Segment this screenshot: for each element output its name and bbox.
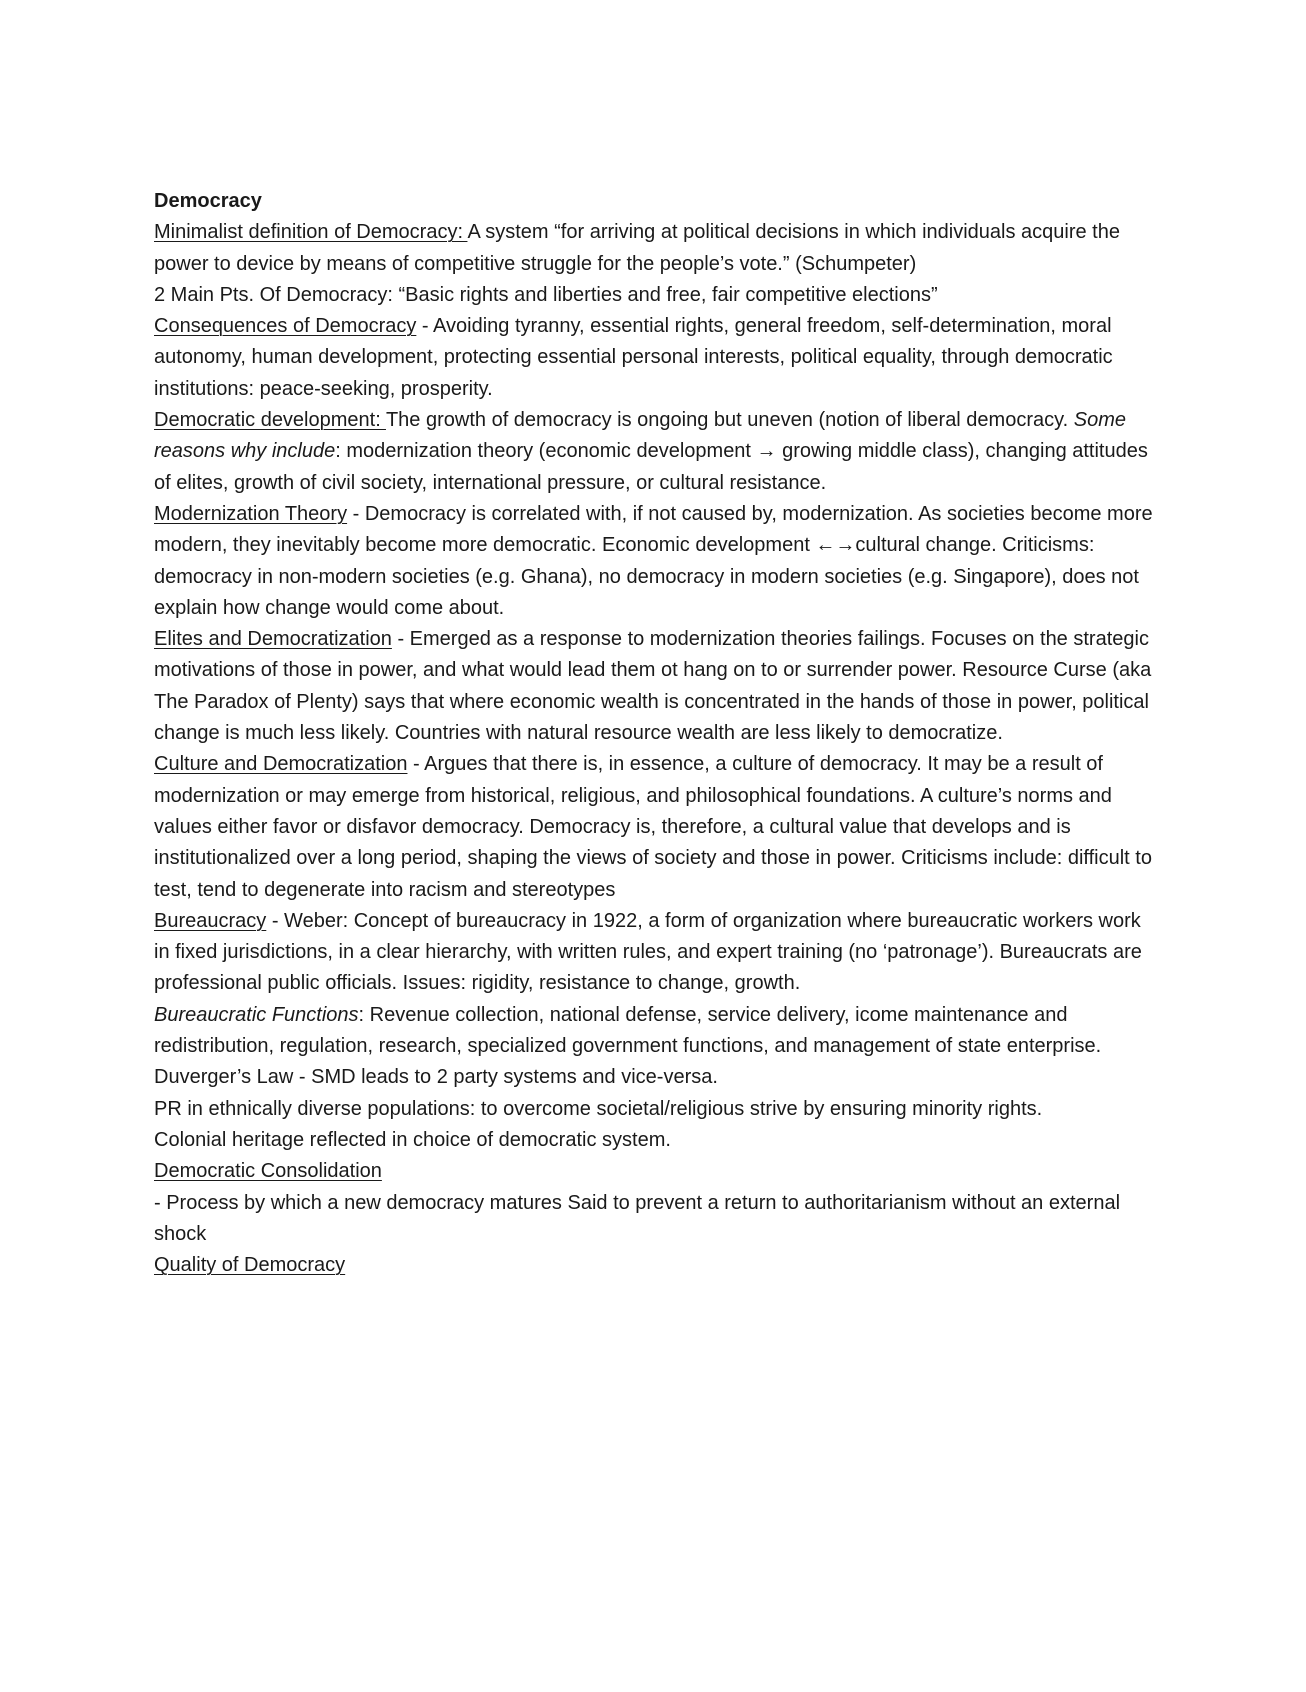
paragraph-modernization-theory xyxy=(154,499,1154,624)
text-bureaucracy: - Weber: Concept of bureaucracy in 1922, a form of organization where bureaucratic workers work in fixed jurisdictions, in a clear hierarchy, with written rules, and expert training (no ‘patronage’). Bureaucrats are professional public officials. Issues: rigidity, resistance to change, growth. xyxy=(154,909,1142,995)
text-consequences: - Avoiding tyranny, essential rights, general freedom, self-determination, moral autonomy, human development, protecting essential personal interests, political equality, through democratic institutions: peace-seeking, prosperity. xyxy=(154,315,1113,400)
paragraph-democratic-development xyxy=(154,405,1154,499)
text-bureaucratic-functions: : Revenue collection, national defense, service delivery, icome maintenance and redistribution, regulation, research, specialized government functions, and management of state enterprise. xyxy=(154,1003,1102,1058)
paragraph-colonial: Colonial heritage reflected in choice of democratic system. xyxy=(154,1128,671,1151)
text-culture: - Argues that there is, in essence, a culture of democracy. It may be a result of modernization or may emerge from historical, religious, and philosophical foundations. A culture’s norms and values either favor or disfavor democracy. Democracy is, therefore, a cultural value that develops and is institutionalized over a long period, shaping the views of society and those in power. Criticisms include: difficult to test, tend to degenerate into racism and stereotypes xyxy=(154,753,1152,901)
term-quality-of-democracy: Quality of Democracy xyxy=(154,1254,346,1277)
paragraph-democratic-consolidation: - Process by which a new democracy matures Said to prevent a return to authoritarianism without an external shock xyxy=(154,1191,1121,1245)
text-democratic-development-before: The growth of democracy is ongoing but uneven (notion of liberal democracy. xyxy=(385,409,1074,432)
paragraph-bureaucracy xyxy=(154,906,1154,1000)
term-minimalist-definition: Minimalist definition of Democracy: xyxy=(154,221,468,244)
text-democratic-development-italic: Some reasons why include xyxy=(154,409,1127,463)
text-minimalist-definition: A system “for arriving at political decisions in which individuals acquire the power to device by means of competitive struggle for the people’s vote.” (Schumpeter) xyxy=(154,221,1120,275)
paragraph-pr: PR in ethnically diverse populations: to overcome societal/religious strive by ensuring minority rights. xyxy=(154,1097,1043,1120)
term-consequences: Consequences of Democracy xyxy=(154,315,417,338)
term-bureaucratic-functions: Bureaucratic Functions xyxy=(154,1003,359,1026)
heading-democratic-consolidation xyxy=(154,1156,1154,1187)
term-elites: Elites and Democratization xyxy=(154,628,392,651)
term-culture: Culture and Democratization xyxy=(154,753,408,776)
term-bureaucracy: Bureaucracy xyxy=(154,909,267,932)
paragraph-elites xyxy=(154,624,1154,749)
paragraph-culture xyxy=(154,749,1154,905)
paragraph-main-points: 2 Main Pts. Of Democracy: “Basic rights and liberties and free, fair competitive elections” xyxy=(154,283,938,306)
term-democratic-consolidation: Democratic Consolidation xyxy=(154,1160,382,1183)
heading-quality-of-democracy xyxy=(154,1250,1154,1281)
text-modernization-theory: - Democracy is correlated with, if not caused by, modernization. As societies become more modern, they inevitably become more democratic. Economic development ←→cultural change. Criticisms: democracy in non-modern societies (e.g. Ghana), no democracy in modern societies (e.g. Singapore), does not explain how change would come about. xyxy=(154,502,1153,619)
text-democratic-development-after: : modernization theory (economic development → growing middle class), changing attitudes of elites, growth of civil society, international pressure, or cultural resistance. xyxy=(154,440,1148,494)
paragraph-minimalist-definition xyxy=(154,217,1154,280)
term-modernization-theory: Modernization Theory xyxy=(154,502,348,525)
paragraph-consequences xyxy=(154,311,1154,405)
document-body xyxy=(154,186,1154,1281)
paragraph-duverger: Duverger’s Law - SMD leads to 2 party systems and vice-versa. xyxy=(154,1066,718,1089)
paragraph-bureaucratic-functions xyxy=(154,1000,1154,1063)
text-elites: - Emerged as a response to modernization theories failings. Focuses on the strategic motivations of those in power, and what would lead them ot hang on to or surrender power. Resource Curse (aka The Paradox of Plenty) says that where economic wealth is concentrated in the hands of those in power, political change is much less likely. Countries with natural resource wealth are less likely to democratize. xyxy=(154,628,1152,745)
document-title: Democracy xyxy=(154,190,262,212)
term-democratic-development: Democratic development: xyxy=(154,409,386,432)
